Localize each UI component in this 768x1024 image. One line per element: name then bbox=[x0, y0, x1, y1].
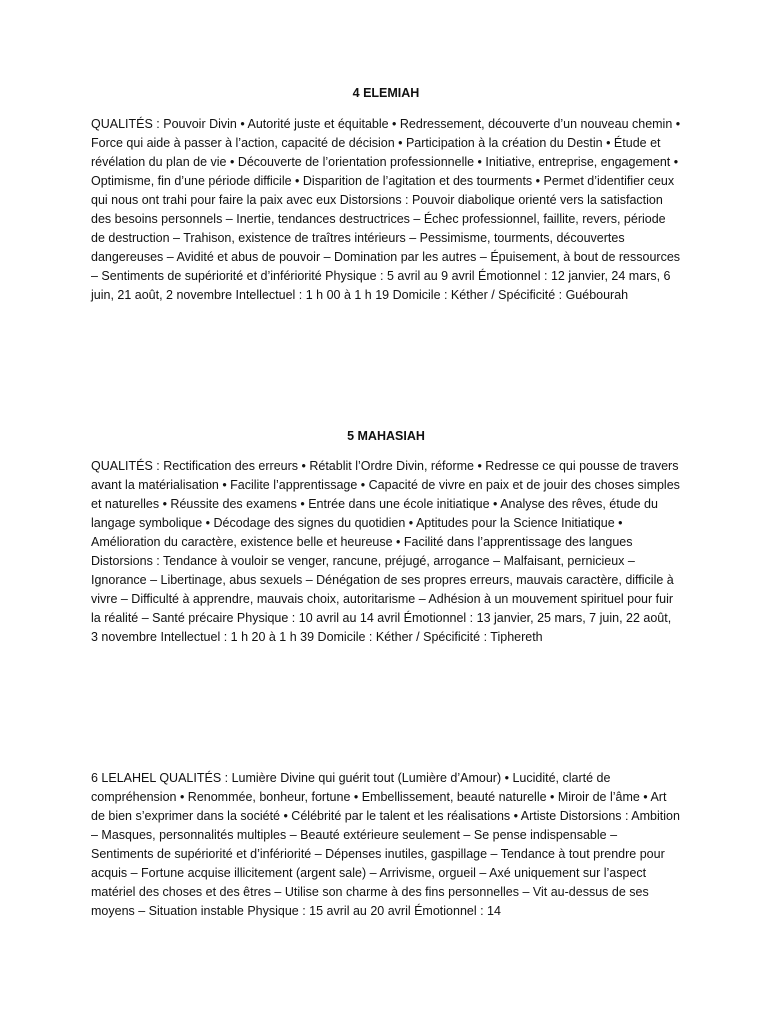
section-mahasiah bbox=[91, 427, 681, 647]
section-elemiah bbox=[91, 84, 681, 305]
section-body: QUALITÉS : Pouvoir Divin • Autorité juste et équitable • Redressement, découverte d’un nouveau chemin • Force qui aide à passer à l’action, capacité de décision • Participation à la création du Destin • Étude et révélation du plan de vie • Découverte de l’orientation professionnelle • Initiative, entreprise, engagement • Optimisme, fin d’une période difficile • Disparition de l’agitation et des tourments • Permet d’identifier ceux qui nous ont trahi pour faire la paix avec eux Distorsions : Pouvoir diabolique orienté vers la satisfaction des besoins personnels – Inertie, tendances destructrices – Échec professionnel, faillite, revers, période de destruction – Trahison, existence de traîtres intérieurs – Pessimisme, tourments, découvertes dangereuses – Avidité et abus de pouvoir – Domination par les autres – Épuisement, à bout de ressources – Sentiments de supériorité et d’infériorité Physique : 5 avril au 9 avril Émotionnel : 12 janvier, 24 mars, 6 juin, 21 août, 2 novembre Intellectuel : 1 h 00 à 1 h 19 Domicile : Kéther / Spécificité : Guébourah bbox=[91, 117, 681, 302]
section-body: 6 LELAHEL QUALITÉS : Lumière Divine qui guérit tout (Lumière d’Amour) • Lucidité, clarté de compréhension • Renommée, bonheur, fortune • Embellissement, beauté naturelle • Miroir de l’âme • Art de bien s’exprimer dans la société • Célébrité par le talent et les réalisations • Artiste Distorsions : Ambition – Masques, personnalités multiples – Beauté extérieure seulement – Se pense indispensable – Sentiments de supériorité et d’infériorité – Dépenses inutiles, gaspillage – Tendance à tout prendre pour acquis – Fortune acquise illicitement (argent sale) – Arrivisme, orgueil – Axé uniquement sur l’aspect matériel des choses et des êtres – Utilise son charme à des fins personnelles – Vit au-dessus de ses moyens – Situation instable Physique : 15 avril au 20 avril Émotionnel : 14 bbox=[91, 771, 680, 918]
section-lelahel bbox=[91, 769, 681, 921]
section-heading: 5 MAHASIAH bbox=[347, 429, 425, 443]
section-body: QUALITÉS : Rectification des erreurs • Rétablit l’Ordre Divin, réforme • Redresse ce qui pousse de travers avant la matérialisation • Facilite l’apprentissage • Capacité de vivre en paix et de jouir des choses simples et naturelles • Réussite des examens • Entrée dans une école initiatique • Analyse des rêves, étude du langage symbolique • Décodage des signes du quotidien • Aptitudes pour la Science Initiatique • Amélioration du caractère, existence belle et heureuse • Facilité dans l’apprentissage des langues Distorsions : Tendance à vouloir se venger, rancune, préjugé, arrogance – Malfaisant, pernicieux – Ignorance – Libertinage, abus sexuels – Dénégation de ses propres erreurs, mauvais caractère, difficile à vivre – Difficulté à apprendre, mauvais choix, autoritarisme – Adhésion à un mouvement spirituel pour fuir la réalité – Santé précaire Physique : 10 avril au 14 avril Émotionnel : 13 janvier, 25 mars, 7 juin, 22 août, 3 novembre Intellectuel : 1 h 20 à 1 h 39 Domicile : Kéther / Spécificité : Tiphereth bbox=[91, 459, 680, 644]
section-heading: 4 ELEMIAH bbox=[352, 86, 420, 100]
